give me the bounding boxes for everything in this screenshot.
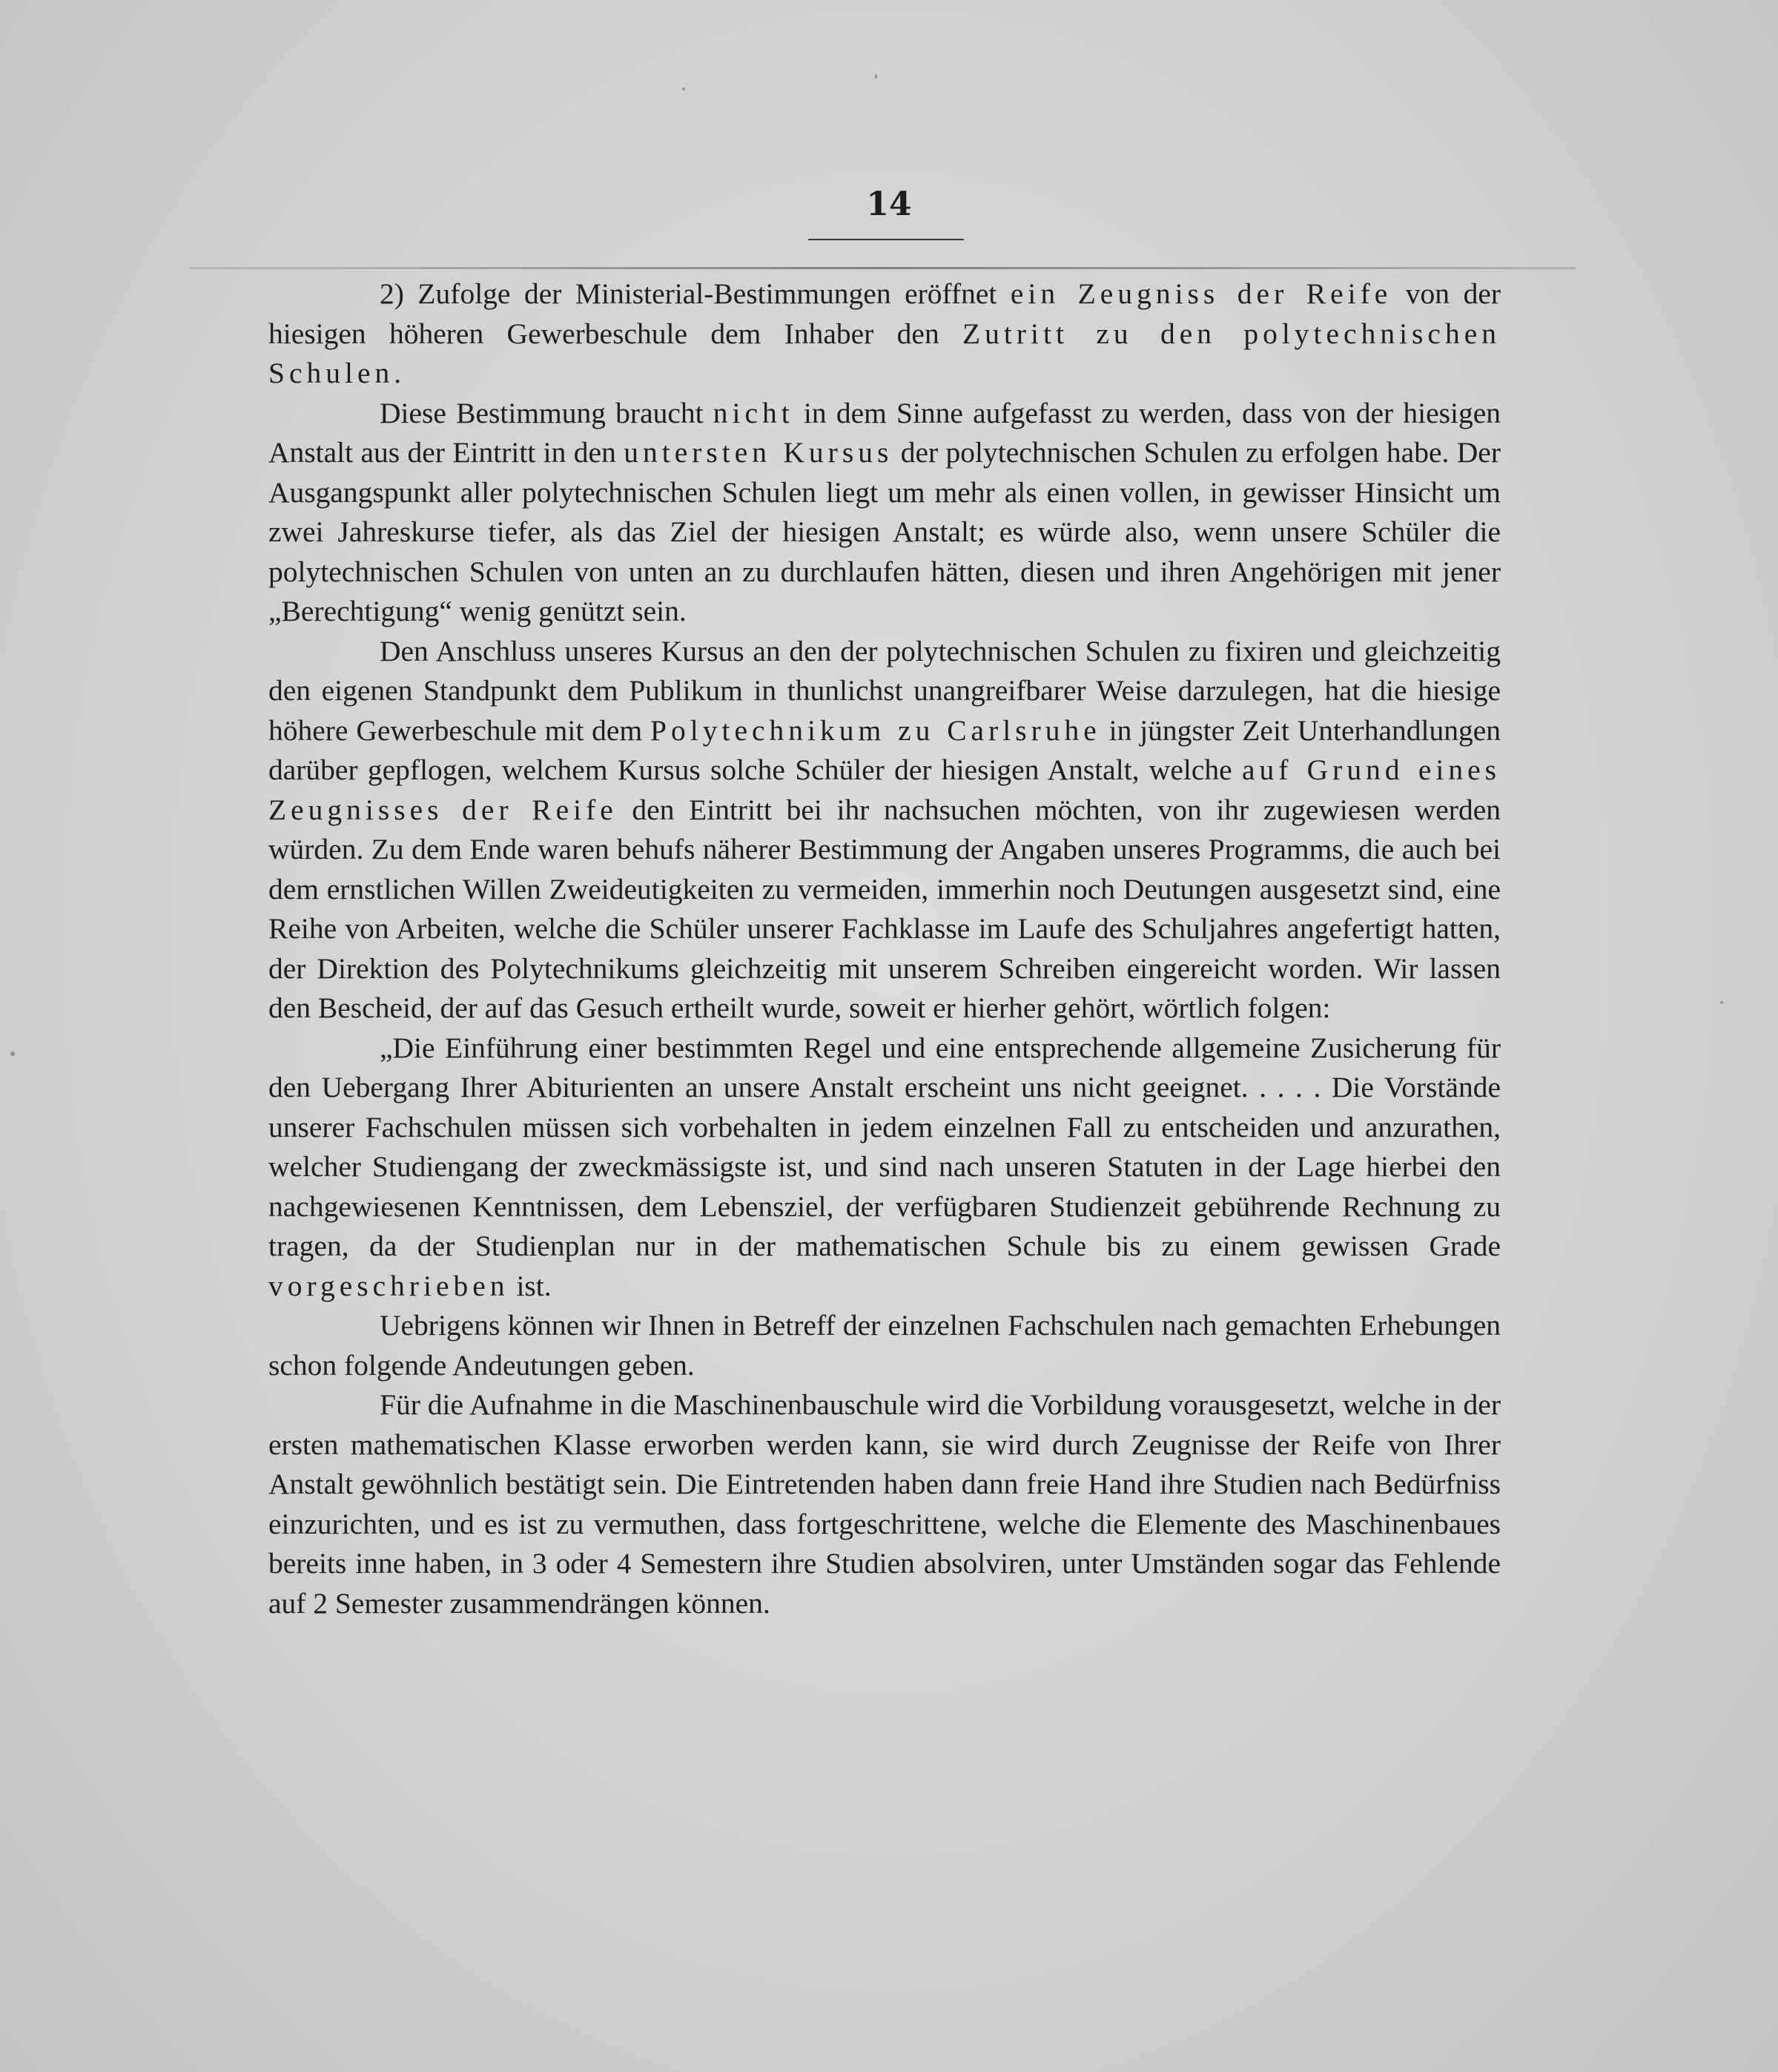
text-run: in jüngster Zeit Unterhandlungen darüber gepflogen, welchem Kursus solche Schüler der hiesigen Anstalt, welche: [268, 713, 1501, 786]
paragraph: [268, 1029, 1501, 1307]
top-rule: [189, 267, 1576, 269]
body-text: [268, 274, 1501, 1623]
emphasized-text: nicht: [713, 396, 794, 429]
paper-speck: [875, 74, 877, 79]
paragraph: [268, 1385, 1501, 1623]
emphasized-text: Polytechnikum zu Carlsruhe: [650, 713, 1101, 747]
header-rule: [808, 239, 964, 240]
paragraph: [268, 632, 1501, 1029]
paragraph: [268, 394, 1501, 632]
text-run: in dem Sinne aufgefasst zu werden, dass von der hiesigen Anstalt aus der Eintritt in den: [268, 396, 1501, 469]
paper-speck: [682, 88, 685, 90]
text-run: Für die Aufnahme in die Maschinenbauschule wird die Vorbildung vorausgesetzt, welche in der ersten mathematischen Klasse erworben werden kann, sie wird durch Zeugnisse der Reife von Ihrer Anstalt gewöhnlich bestätigt sein. Die Eintretenden haben dann freie Hand ihre Studien nach Bedürfniss einzurichten, und es ist zu vermuthen, dass fortgeschrittene, welche die Elemente des Maschinenbaues bereits inne haben, in 3 oder 4 Semestern ihre Studien absolviren, unter Umständen sogar das Fehlende auf 2 Semester zusammendrängen können.: [268, 1388, 1501, 1620]
text-run: 2) Zufolge der Ministerial-Bestimmungen eröffnet: [380, 277, 1011, 310]
emphasized-text: ein Zeugniss der Reife: [1010, 277, 1392, 310]
text-run: Diese Bestimmung braucht: [380, 396, 713, 429]
text-run: .: [394, 357, 402, 389]
text-run: den Eintritt bei ihr nachsuchen möchten, von ihr zugewiesen werden würden. Zu dem Ende waren behufs näherer Bestimmung der Angaben unseres Programms, die auch bei dem ernstlichen Willen Zweideutigkeiten zu vermeiden, immerhin noch Deutungen ausgesetzt sind, eine Reihe von Arbeiten, welche die Schüler unserer Fachklasse im Laufe des Schuljahres angefertigt hatten, der Direktion des Polytechnikums gleichzeitig mit unserem Schreiben eingereicht worden. Wir lassen den Bescheid, der auf das Gesuch ertheilt wurde, soweit er hierher gehört, wörtlich folgen:: [268, 793, 1501, 1024]
emphasized-text: auf Grund eines Zeugnisses der Reife: [268, 753, 1501, 826]
text-run: der polytechnischen Schulen zu erfolgen habe. Der Ausgangspunkt aller polytechnischen Schulen liegt um mehr als einen vollen, in gewisser Hinsicht um zwei Jahreskurse tiefer, als das Ziel der hiesigen Anstalt; es würde also, wenn unsere Schüler die polytechnischen Schulen von unten an zu durchlaufen hätten, diesen und ihren Angehörigen mit jener „Berechtigung“ wenig genützt sein.: [268, 436, 1501, 627]
text-run: ist.: [509, 1269, 552, 1302]
paragraph: [268, 274, 1501, 394]
emphasized-text: untersten Kursus: [624, 436, 893, 469]
paper-speck: [1720, 1001, 1723, 1004]
text-run: Den Anschluss unseres Kursus an den der polytechnischen Schulen zu fixiren und gleichzeitig den eigenen Standpunkt dem Publikum in thunlichst unangreifbarer Weise darzulegen, hat die hiesige höhere Gewerbeschule mit dem: [268, 634, 1501, 747]
page-number: 14: [866, 185, 912, 223]
text-run: „Die Einführung einer bestimmten Regel und eine entsprechende allgemeine Zusicherung für den Uebergang Ihrer Abiturienten an unsere Anstalt erscheint uns nicht geeignet. . . . . Die Vorstände unserer Fachschulen müssen sich vorbehalten in jedem einzelnen Fall zu entscheiden und anzurathen, welcher Studiengang der zweckmässigste ist, und sind nach unseren Statuten in der Lage hierbei den nachgewiesenen Kenntnissen, dem Lebensziel, der verfügbaren Studienzeit gebührende Rechnung zu tragen, da der Studienplan nur in der mathematischen Schule bis zu einem gewissen Grade: [268, 1031, 1501, 1262]
paper-speck: [10, 1052, 15, 1056]
text-run: von der hiesigen höheren Gewerbeschule dem Inhaber den: [268, 277, 1501, 350]
emphasized-text: Zutritt zu den polytechnischen Schulen: [268, 317, 1501, 389]
emphasized-text: vorgeschrieben: [268, 1269, 509, 1302]
text-run: Uebrigens können wir Ihnen in Betreff der einzelnen Fachschulen nach gemachten Erhebungen schon folgende Andeutungen geben.: [268, 1309, 1501, 1382]
paragraph: [268, 1306, 1501, 1385]
